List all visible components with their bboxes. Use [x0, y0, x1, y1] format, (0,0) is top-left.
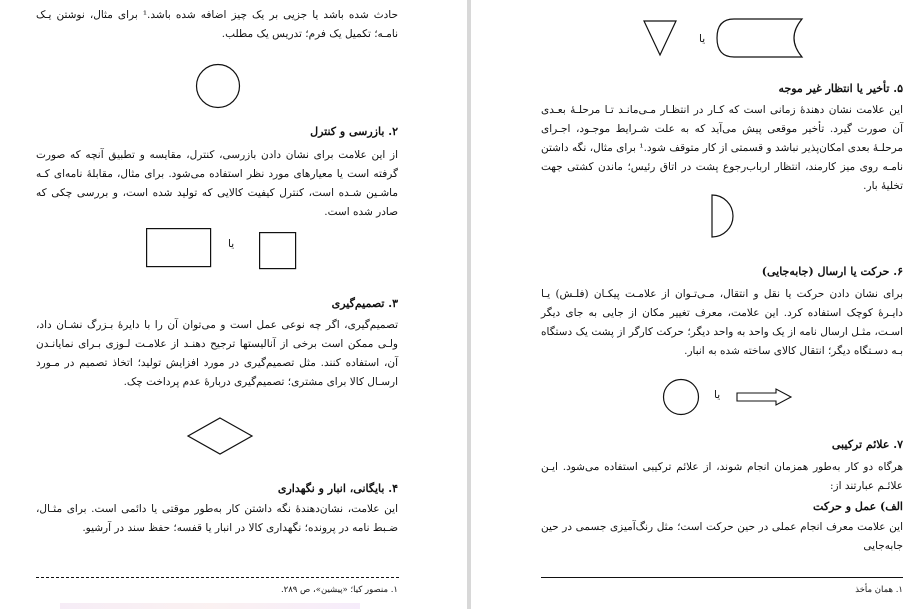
section6-heading: ۶. حرکت یا ارسال (جابه‌جایی): [761, 265, 903, 278]
section7-subheading: الف) عمل و حرکت: [813, 500, 903, 513]
arrow-transport-symbol: [736, 388, 792, 406]
diamond-decision-symbol: [187, 417, 253, 455]
section3-heading: ۳. تصمیم‌گیری: [331, 297, 398, 310]
footnote-right: ۱. همان مأخذ: [855, 585, 903, 595]
small-circle-transport-symbol: [661, 378, 701, 416]
section7-paragraph: هرگاه دو کار به‌طور همزمان انجام شوند، از علائم ترکیبی استفاده می‌شود. ایـن علائـم عبارتند از:: [541, 461, 903, 492]
rectangle-inspection-symbol: [146, 228, 212, 268]
section7-heading: ۷. علائم ترکیبی: [831, 438, 903, 451]
footnote-divider: [36, 577, 399, 578]
footnote-divider-right: [541, 577, 903, 578]
or-label-mid: یا: [714, 389, 721, 401]
section6-paragraph: برای نشان دادن حرکت یا نقل و انتقال، مـی‌تـوان از علامـت پیکـان (فلـش) یـا دایـرهٔ کوچک استفاده کرد. این علامت، معرف تغییر مکان از جایی به جای دیگر اسـت، مثـل ارسال نامه از یک واحد به واحد دیگر؛ حرکت کارگر از پشت یک دستگاه بـه دسـتگاه دیگر؛ انتقال کالای ساخته شده به انبار.: [541, 288, 903, 357]
section2-paragraph: از این علامت برای نشان دادن بازرسی، کنترل، مقایسه و تطبیق آنچه که صورت گرفته است یا معیارهای مورد نظر استفاده می‌شود. برای مثال، مقابلهٔ نامه‌ای کـه ماشـین شـده است، کنترل کیفیت کالایی که تولید شده است، و بررسی چکی که صادر شده است.: [36, 149, 398, 218]
section2-heading: ۲. بازرسی و کنترل: [310, 125, 398, 138]
triangle-storage-symbol: [643, 20, 677, 56]
section4-paragraph: این علامت، نشان‌دهندهٔ نگه داشتن کار به‌طور موقتی یا دائمی است. برای مثـال، ضـبط نامه در پرونده؛ نگهداری کالا در انبار یا قفسه؛ حفظ سند در آرشیو.: [36, 503, 398, 534]
square-inspection-symbol: [259, 232, 297, 270]
section4-heading: ۴. بایگانی، انبار و نگهداری: [277, 482, 398, 495]
section5-paragraph: این علامت نشان دهندهٔ زمانی است که کـار در انتظـار مـی‌مانـد تـا مرحلـهٔ بعـدی آن صورت گیرد. تأخیر موقعی پیش می‌آید که به علت شـرایط موجـود، اجـرای مرحلـهٔ بعدی امکان‌پذیر نباشد و قسمتی از کار متوقف شود.¹ برای مثال، نگه داشتن نامـه روی میز کارمند، انتظار ارباب‌رجوع پشت در اتاق رئیس؛ ماندن کشتی جهت تخلیهٔ بار.: [541, 104, 903, 192]
or-label-top: یا: [699, 33, 706, 45]
right-page: [471, 0, 922, 609]
half-circle-delay-symbol: [711, 194, 739, 238]
bottom-edge-artifact: [60, 603, 360, 609]
intro-paragraph: حادث شده باشد یا جزیی بر یک چیز اضافه شده باشد.¹ برای مثال، نوشتن یـک نامـه؛ تکمیل یک فرم؛ تدریس یک مطلب.: [36, 9, 398, 40]
section5-heading: ۵. تأخیر یا انتظار غیر موجه: [778, 82, 903, 95]
section3-paragraph: تصمیم‌گیری، اگر چه نوعی عمل است و می‌توان آن را با دایرهٔ بـزرگ نشـان داد، ولـی ممکن است برخی از آنالیستها ترجیح دهنـد از علامـت لـوزی بـرای نمایانـدن آن، استفاده کنند. مثل تصمیم‌گیری در مورد افزایش تولید؛ اتخاذ تصمیم در مـورد ارسـال کالا برای مشتری؛ تصمیم‌گیری دربارهٔ عدم پرداخت چک.: [36, 319, 398, 388]
section7-subparagraph: این علامت معرف انجام عملی در حین حرکت است؛ مثل رنگ‌آمیزی جسمی در حین جابه‌جایی: [541, 521, 903, 552]
footnote: ۱. منصور کیا؛ «پیشین»، ص ۲۸۹.: [280, 585, 398, 595]
delay-shape-symbol: [716, 18, 806, 58]
or-label: یا: [228, 238, 235, 250]
circle-operation-symbol: [195, 63, 241, 109]
